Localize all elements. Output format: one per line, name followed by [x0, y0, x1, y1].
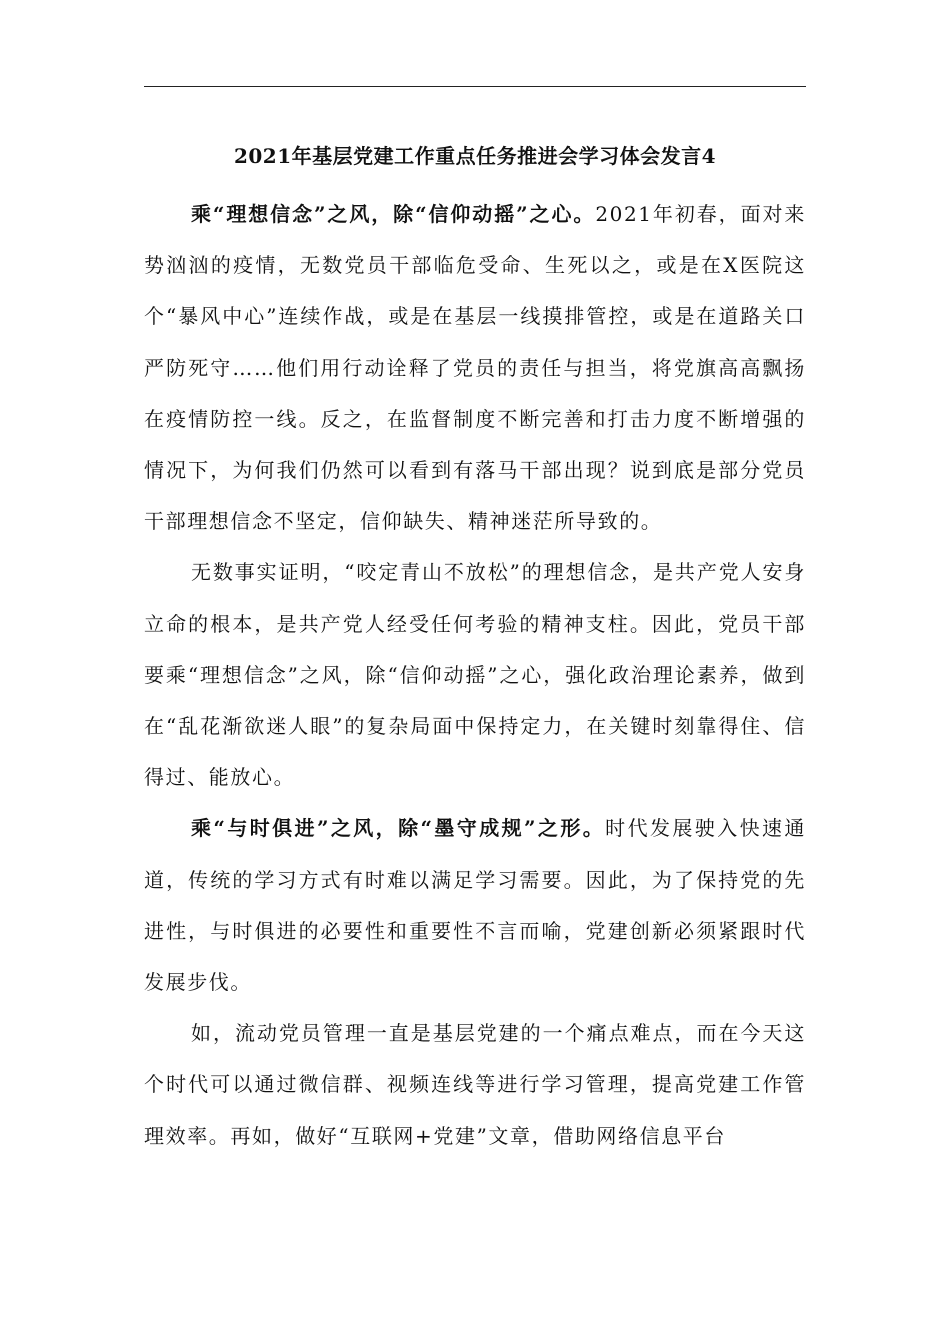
paragraph-1-text: 2021年初春，面对来势汹汹的疫情，无数党员干部临危受命、生死以之，或是在X医院这个“暴风中心”连续作战，或是在基层一线摸排管控，或是在道路关口严防死守……他们用行动诠释了党员的责任与担当，将党旗高高飘扬在疫情防控一线。反之，在监督制度不断完善和打击力度不断增强的情况下，为何我们仍然可以看到有落马干部出现？说到底是部分党员干部理想信念不坚定，信仰缺失、精神迷茫所导致的。	[144, 202, 807, 534]
paragraph-3-text: 时代发展驶入快速通道，传统的学习方式有时难以满足学习需要。因此，为了保持党的先进性，与时俱进的必要性和重要性不言而喻，党建创新必须紧跟时代发展步伐。	[144, 816, 807, 995]
document-body	[144, 189, 806, 1162]
paragraph-1-lead: 乘“理想信念”之风，除“信仰动摇”之心。	[191, 202, 596, 226]
paragraph-3	[144, 803, 806, 1008]
document-title: 2021年基层党建工作重点任务推进会学习体会发言4	[233, 144, 717, 168]
paragraph-3-lead: 乘“与时俱进”之风，除“墨守成规”之形。	[191, 816, 606, 841]
paragraph-4-text: 如，流动党员管理一直是基层党建的一个痛点难点，而在今天这个时代可以通过微信群、视频连线等进行学习管理，提高党建工作管理效率。再如，做好“互联网+党建”文章，借助网络信息平台	[144, 1021, 806, 1148]
header-rule	[144, 86, 806, 87]
paragraph-2	[144, 547, 806, 803]
paragraph-4	[144, 1008, 806, 1162]
paragraph-2-text: 无数事实证明，“咬定青山不放松”的理想信念，是共产党人安身立命的根本，是共产党人经受任何考验的精神支柱。因此，党员干部要乘“理想信念”之风，除“信仰动摇”之心，强化政治理论素养，做到在“乱花渐欲迷人眼”的复杂局面中保持定力，在关键时刻靠得住、信得过、能放心。	[144, 560, 806, 790]
paragraph-1	[144, 189, 806, 547]
